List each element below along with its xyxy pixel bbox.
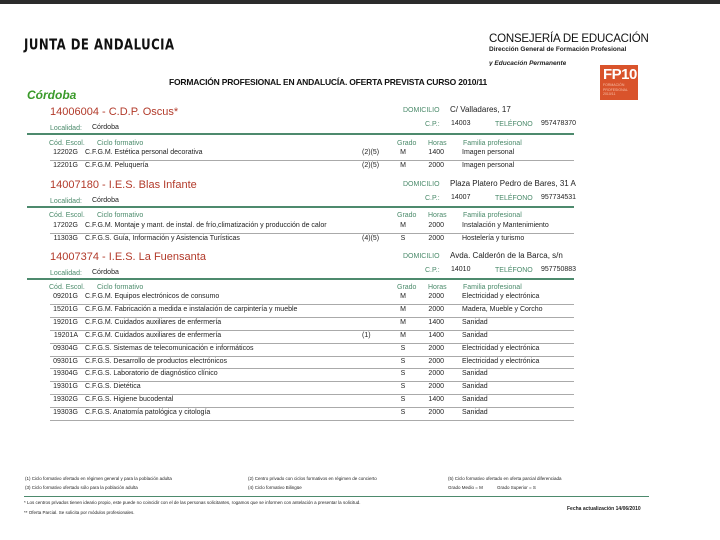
cp-value: 14003 — [451, 120, 471, 127]
col-horas: Horas — [428, 140, 447, 147]
domicilio-label: DOMICILIO — [403, 181, 440, 188]
col-cod: Cód. Escol. — [49, 284, 85, 291]
localidad-label: Localidad: — [50, 270, 82, 277]
col-familia: Familia profesional — [463, 284, 522, 291]
telefono-value: 957478370 — [541, 120, 577, 127]
table-row: 15201G C.F.G.M. Fabricación a medida e instalación de carpintería y mueble M 2000 Madera, Mueble y Corcho — [53, 305, 543, 313]
direccion-general: Dirección General de Formación Profesional — [489, 46, 627, 53]
telefono-label: TELÉFONO — [495, 267, 533, 274]
col-familia: Familia profesional — [463, 140, 522, 147]
consejeria-title: CONSEJERÍA DE EDUCACIÓN — [489, 33, 649, 45]
cp-value: 14010 — [451, 266, 471, 273]
table-row: 09304G C.F.G.S. Sistemas de telecomunicación e informáticos S 2000 Electricidad y electrónica — [53, 344, 540, 352]
col-horas: Horas — [428, 212, 447, 219]
footnote-3: (3) Ciclo formativo ofertado sólo para la población adulta — [25, 485, 138, 490]
footnote-asterisk-2: ** Oferta Parcial. Se solicita por módulos profesionales. — [24, 510, 135, 515]
table-row: 19302G C.F.G.S. Higiene bucodental S 1400 Sanidad — [53, 396, 488, 404]
col-grado: Grado — [397, 212, 417, 219]
col-ciclo: Ciclo formativo — [97, 140, 144, 147]
domicilio-value: C/ Valladares, 17 — [450, 105, 511, 114]
localidad-label: Localidad: — [50, 198, 82, 205]
table-row: 17202G C.F.G.M. Montaje y mant. de instal. de frío,climatización y producción de calor M 2000 Instalación y Mantenimiento — [53, 222, 549, 229]
fp10-logo-text: FP10 — [603, 66, 637, 83]
grado-superior-legend: Grado Superior = S — [497, 485, 536, 490]
table-row: 09201G C.F.G.M. Equipos electrónicos de consumo M 2000 Electricidad y electrónica — [53, 293, 540, 300]
col-ciclo: Ciclo formativo — [97, 284, 144, 291]
table-row: 19201A C.F.G.M. Cuidados auxiliares de enfermería (1) M 1400 Sanidad — [53, 331, 488, 339]
cp-label: C.P.: — [425, 267, 440, 274]
divider — [27, 133, 574, 135]
page-title: FORMACIÓN PROFESIONAL EN ANDALUCÍA. OFERTA PREVISTA CURSO 2010/11 — [169, 77, 488, 87]
telefono-value: 957750883 — [541, 266, 577, 273]
direccion-general-2: y Educación Permanente — [489, 60, 567, 66]
localidad-value: Córdoba — [92, 124, 119, 131]
col-grado: Grado — [397, 140, 417, 147]
row-divider — [50, 420, 574, 421]
footnote-2: (2) Centro privado con ciclos formativos en régimen de concierto — [248, 476, 377, 481]
localidad-value: Córdoba — [92, 197, 119, 204]
cp-value: 14007 — [451, 194, 471, 201]
grado-medio-legend: Grado Medio = M — [448, 485, 483, 490]
telefono-label: TELÉFONO — [495, 195, 533, 202]
update-date: Fecha actualización 14/06/2010 — [567, 506, 641, 511]
top-bar — [0, 0, 720, 4]
telefono-value: 957734531 — [541, 194, 577, 201]
col-cod: Cód. Escol. — [49, 212, 85, 219]
center-title: 14006004 - C.D.P. Oscus* — [50, 106, 179, 118]
table-row: 19201G C.F.G.M. Cuidados auxiliares de enfermería M 1400 Sanidad — [53, 318, 488, 326]
province-heading: Córdoba — [27, 88, 77, 102]
divider — [27, 278, 574, 280]
footnote-5: (5) Ciclo formativo ofertado en oferta parcial diferenciada — [448, 476, 562, 481]
localidad-value: Córdoba — [92, 269, 119, 276]
telefono-label: TELÉFONO — [495, 121, 533, 128]
fp10-logo-subtext: FORMACIÓN PROFESIONAL 2010/11 — [603, 83, 628, 96]
col-familia: Familia profesional — [463, 212, 522, 219]
footer-divider — [24, 496, 649, 497]
fp10-logo-icon — [600, 65, 638, 100]
domicilio-label: DOMICILIO — [403, 107, 440, 114]
domicilio-value: Plaza Platero Pedro de Bares, 31 A — [450, 179, 576, 188]
cp-label: C.P.: — [425, 195, 440, 202]
footnote-1: (1) Ciclo formativo ofertado en régimen general y para la población adulta — [25, 476, 172, 481]
table-row: 11303G C.F.G.S. Guía, Información y Asistencia Turísticas (4)(5) S 2000 Hostelería y turismo — [53, 235, 525, 242]
table-row: 12201G C.F.G.M. Peluquería (2)(5) M 2000 Imagen personal — [53, 162, 515, 169]
table-row: 19304G C.F.G.S. Laboratorio de diagnóstico clínico S 2000 Sanidad — [53, 370, 488, 378]
table-row: 12202G C.F.G.M. Estética personal decorativa (2)(5) M 1400 Imagen personal — [53, 149, 515, 156]
col-ciclo: Ciclo formativo — [97, 212, 144, 219]
center-title: 14007374 - I.E.S. La Fuensanta — [50, 251, 206, 263]
table-row: 09301G C.F.G.S. Desarrollo de productos electrónicos S 2000 Electricidad y electrónica — [53, 357, 540, 365]
col-grado: Grado — [397, 284, 417, 291]
table-row: 19303G C.F.G.S. Anatomía patológica y citología S 2000 Sanidad — [53, 409, 488, 417]
domicilio-value: Avda. Calderón de la Barca, s/n — [450, 251, 563, 260]
divider — [27, 206, 574, 208]
col-horas: Horas — [428, 284, 447, 291]
org-logo-text: JUNTA DE ANDALUCIA — [24, 36, 175, 55]
col-cod: Cód. Escol. — [49, 140, 85, 147]
cp-label: C.P.: — [425, 121, 440, 128]
domicilio-label: DOMICILIO — [403, 253, 440, 260]
center-title: 14007180 - I.E.S. Blas Infante — [50, 179, 197, 191]
table-row: 19301G C.F.G.S. Dietética S 2000 Sanidad — [53, 383, 488, 391]
footnote-asterisk-1: * Los centros privados tienen ideario propio, este puede no coincidir con el de las personas solicitantes, rogamos que se informen con antelación a presentar la solicitud. — [24, 500, 361, 505]
footnote-4: (4) Ciclo formativo Bilingüe — [248, 485, 302, 490]
localidad-label: Localidad: — [50, 125, 82, 132]
